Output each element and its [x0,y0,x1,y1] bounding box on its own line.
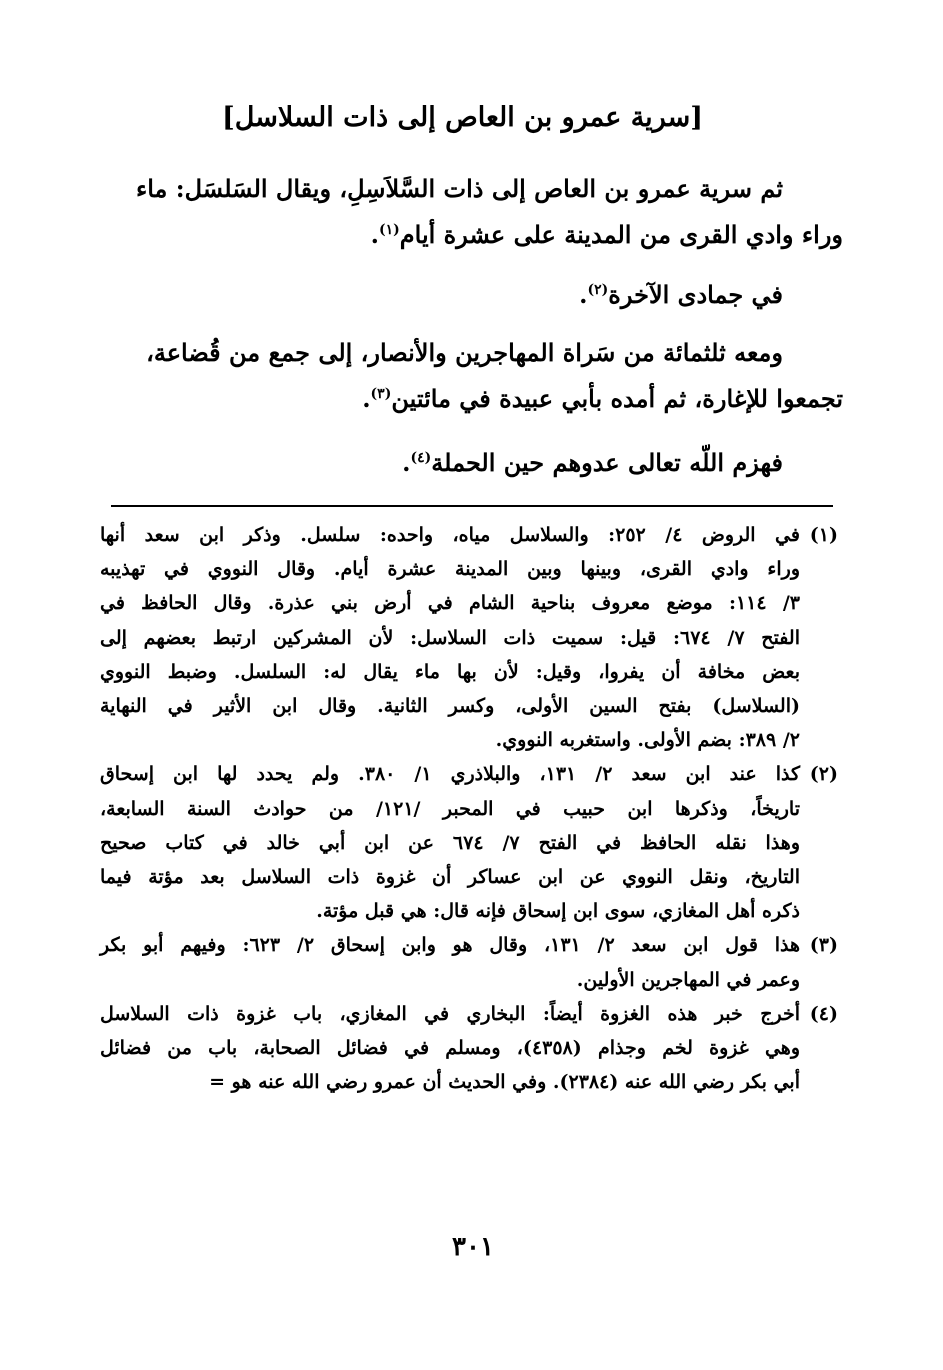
footnote-line: الفتح ٧/ ٦٧٤: قيل: سميت ذات السلاسل: لأن المشركين ارتبط بعضهم إلى [100,626,800,649]
footnotes [100,518,838,1099]
footnote-line: وهي غزوة لخم وجذام (٤٣٥٨)، ومسلم في فضائل الصحابة، باب من فضائل [100,1037,800,1060]
footnote-line: وراء وادي القرى، وبينها وبين المدينة عشرة أيام. وقال النووي في تهذيبه [100,558,800,581]
paragraph-line: في جمادى الآخرة$^{(٢)}$. [579,280,783,309]
footnote-line: ٢/ ٣٨٩: بضم الأولى. واستغربه النووي. [495,729,800,752]
footnote-number: (٣) [809,934,838,957]
footnote-1 [100,518,838,757]
paragraph-line: ومعه ثلثمائة من سَراة المهاجرين والأنصار، إلى جمع من قُضاعة، [146,338,783,367]
footnote-line: التاريخ، ونقل النووي عن ابن عساكر أن غزوة ذات السلاسل بعد مؤتة فيما [100,866,800,889]
footnote-number: (٤) [809,1002,838,1025]
footnote-ref[interactable]: (٢) [587,282,609,298]
footnote-3 [100,928,838,996]
footnote-ref[interactable]: (٣) [370,386,392,402]
footnote-line: وهذا نقله الحافظ في الفتح ٧/ ٦٧٤ عن ابن أبي خالد في كتاب صحيح [100,831,801,854]
footnote-line: كذا عند ابن سعد ٢/ ١٣١، والبلاذري ١/ ٣٨٠. ولم يحدد لها ابن إسحاق [100,763,801,786]
footnote-line: ذكره أهل المغازي، سوى ابن إسحاق فإنه قال: هي قبل مؤتة. [316,900,800,923]
footnote-line: (السلاسل) بفتح السين الأولى، وكسر الثانية. وقال ابن الأثير في النهاية [100,695,800,718]
footnote-number: (٢) [809,763,838,786]
footnote-ref[interactable]: (١) [379,222,400,238]
paragraph-2 [113,272,843,318]
paragraph-line: تجمعوا للإغارة، ثم أمده بأبي عبيدة في مائتين$^{(٣)}$. [362,384,843,413]
footnote-divider [111,505,833,507]
footnote-line: بعض مخافة أن يفروا، وقيل: لأن بها ماء يقال له: السلسل. وضبط النووي [100,660,800,683]
footnote-line: هذا قول ابن سعد ٢/ ١٣١، وقال هو وابن إسحاق ٢/ ٦٢٣: وفيهم أبو بكر [100,934,800,957]
paragraph-3 [113,330,843,422]
paragraph-1 [113,166,843,258]
footnote-line: في الروض ٤/ ٢٥٢: والسلاسل مياه، واحده: سلسل. وذكر ابن سعد أنها [100,524,800,546]
page-number: ٣٠١ [452,1232,494,1262]
paragraph-line: ثم سرية عمرو بن العاص إلى ذات السَّلاَسِلِ، ويقال السَلسَل: ماء [135,174,783,203]
footnote-2 [100,757,838,928]
section-title: [سرية عمرو بن العاص إلى ذات السلاسل] [222,102,703,133]
footnote-line: أبي بكر رضي الله عنه (٢٣٨٤). وفي الحديث أن عمرو رضي الله عنه هو = [209,1071,800,1094]
footnote-line: وعمر في المهاجرين الأولين. [576,968,800,991]
paragraph-line: فهزم اللّه تعالى عدوهم حين الحملة$^{(٤)}$. [402,448,783,477]
footnote-line: تاريخاً، وذكرها ابن حبيب في المحبر /١٢١/ من حوادث السنة السابعة، [100,797,800,820]
footnote-line: أخرج خبر هذه الغزوة أيضاً: البخاري في المغازي، باب غزوة ذات السلاسل [100,1002,800,1025]
footnote-number: (١) [809,524,838,546]
footnote-ref[interactable]: (٤) [410,450,432,466]
paragraph-line: وراء وادي القرى من المدينة على عشرة أيام$^{(١)}$. [370,220,843,249]
footnote-4 [100,997,838,1100]
paragraph-4 [113,440,843,486]
footnote-line: ٣/ ١١٤: موضع معروف بناحية الشام في أرض بني عذرة. وقال الحافظ في [100,592,800,615]
